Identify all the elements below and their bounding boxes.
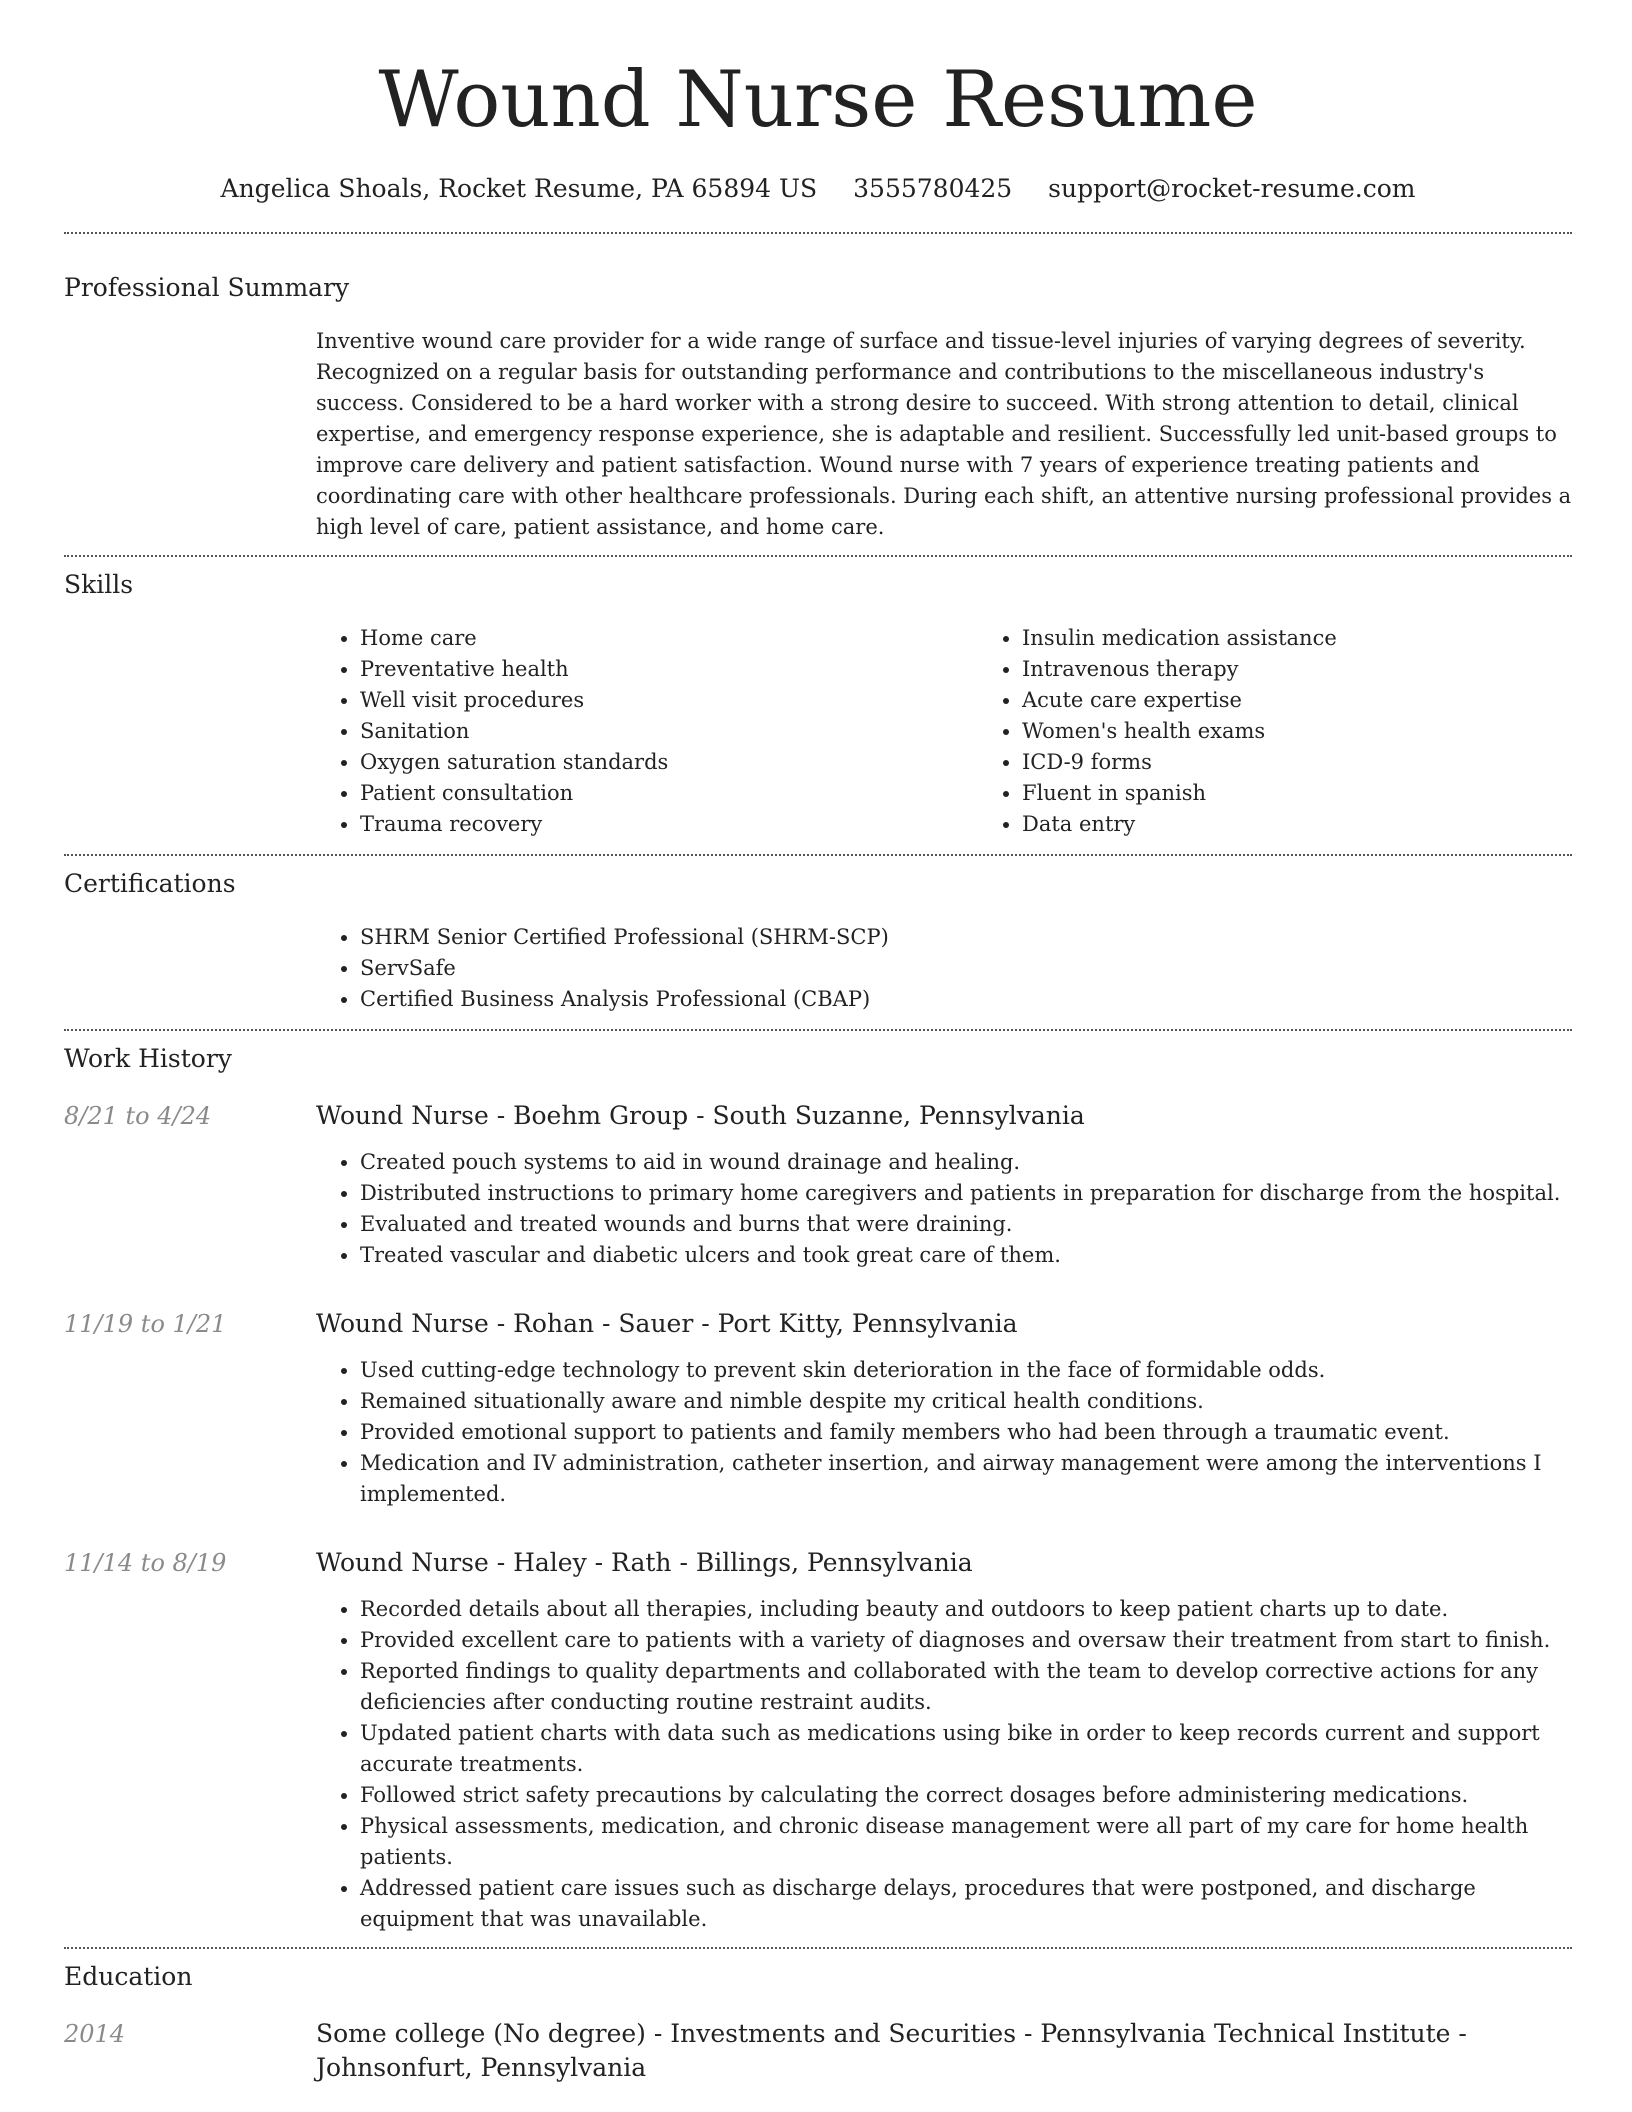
education-heading: Education (64, 1962, 193, 1991)
education-section (64, 1961, 1572, 2085)
education-title: Some college (No degree) - Investments and Securities - Pennsylvania Technical Institute - Johnsonfurt, Pennsylvania (316, 2019, 1467, 2082)
job-bullet: • Updated patient charts with data such as medications using bike in order to keep records current and support accurate treatments. (360, 1718, 1572, 1780)
skill-item: • Patient consultation (360, 778, 978, 809)
certification-item: • Certified Business Analysis Professional (CBAP) (360, 984, 1572, 1015)
certifications-list (316, 922, 1572, 1015)
job-bullet: • Remained situationally aware and nimble despite my critical health conditions. (360, 1386, 1572, 1417)
skill-item: • Acute care expertise (1022, 685, 1632, 716)
section-divider (64, 1029, 1572, 1031)
job-bullet: • Addressed patient care issues such as discharge delays, procedures that were postponed, and discharge equipment that was unavailable. (360, 1873, 1572, 1935)
job-bullets (316, 1147, 1572, 1271)
job-bullet: • Physical assessments, medication, and chronic disease management were all part of my care for home health patients. (360, 1811, 1572, 1873)
section-divider (64, 232, 1572, 234)
job-bullet: • Provided excellent care to patients with a variety of diagnoses and oversaw their treatment from start to finish. (360, 1625, 1572, 1656)
skill-item: • Women's health exams (1022, 716, 1632, 747)
summary-heading: Professional Summary (64, 273, 350, 302)
job-entry (64, 1546, 1572, 1935)
job-dates: 11/14 to 8/19 (64, 1549, 227, 1577)
contact-email: support@rocket-resume.com (1048, 174, 1416, 203)
education-dates: 2014 (64, 2020, 126, 2048)
contact-line (64, 172, 1572, 206)
skill-item: • ICD-9 forms (1022, 747, 1632, 778)
skill-item: • Sanitation (360, 716, 978, 747)
job-title: Wound Nurse - Rohan - Sauer - Port Kitty, Pennsylvania (316, 1309, 1018, 1338)
skill-item: • Preventative health (360, 654, 978, 685)
section-divider (64, 854, 1572, 856)
job-bullet: • Provided emotional support to patients and family members who had been through a traumatic event. (360, 1417, 1572, 1448)
job-dates: 8/21 to 4/24 (64, 1102, 212, 1130)
certification-item: • SHRM Senior Certified Professional (SHRM-SCP) (360, 922, 1572, 953)
job-bullet: • Reported findings to quality departments and collaborated with the team to develop corrective actions for any deficiencies after conducting routine restraint audits. (360, 1656, 1572, 1718)
skill-item: • Oxygen saturation standards (360, 747, 978, 778)
job-bullet: • Evaluated and treated wounds and burns that were draining. (360, 1209, 1572, 1240)
job-title: Wound Nurse - Boehm Group - South Suzanne, Pennsylvania (316, 1101, 1085, 1130)
skill-item: • Intravenous therapy (1022, 654, 1632, 685)
education-entry (64, 2017, 1572, 2085)
certifications-section (64, 868, 1572, 1015)
skills-section (64, 569, 1572, 840)
job-entry (64, 1099, 1572, 1271)
summary-section (64, 272, 1572, 543)
job-bullet: • Medication and IV administration, catheter insertion, and airway management were among the interventions I implemented. (360, 1448, 1572, 1510)
skills-heading: Skills (64, 570, 134, 599)
skill-item: • Trauma recovery (360, 809, 978, 840)
job-bullets (316, 1355, 1572, 1510)
job-title: Wound Nurse - Haley - Rath - Billings, Pennsylvania (316, 1548, 973, 1577)
contact-address: Angelica Shoals, Rocket Resume, PA 65894 US (220, 174, 818, 203)
job-dates: 11/19 to 1/21 (64, 1310, 227, 1338)
skills-list-right (978, 623, 1632, 840)
job-bullet: • Recorded details about all therapies, including beauty and outdoors to keep patient charts up to date. (360, 1594, 1572, 1625)
skill-item: • Well visit procedures (360, 685, 978, 716)
skill-item: • Home care (360, 623, 978, 654)
work-history-section (64, 1043, 1572, 1935)
skill-item: • Fluent in spanish (1022, 778, 1632, 809)
certifications-heading: Certifications (64, 869, 236, 898)
job-bullet: • Followed strict safety precautions by calculating the correct dosages before administering medications. (360, 1780, 1572, 1811)
job-entry (64, 1307, 1572, 1510)
contact-phone: 3555780425 (853, 174, 1013, 203)
work-history-heading: Work History (64, 1044, 232, 1073)
job-bullet: • Distributed instructions to primary home caregivers and patients in preparation for discharge from the hospital. (360, 1178, 1572, 1209)
resume-page (64, 0, 1572, 2085)
skills-list-left (316, 623, 978, 840)
section-divider (64, 1947, 1572, 1949)
certification-item: • ServSafe (360, 953, 1572, 984)
summary-text: Inventive wound care provider for a wide range of surface and tissue-level injuries of varying degrees of severity. Recognized on a regular basis for outstanding performance and contributions to the miscellaneous industry's success. Considered to be a hard worker with a strong desire to succeed. With strong attention to detail, clinical expertise, and emergency response experience, she is adaptable and resilient. Successfully led unit-based groups to improve care delivery and patient satisfaction. Wound nurse with 7 years of experience treating patients and coordinating care with other healthcare professionals. During each shift, an attentive nursing professional provides a high level of care, patient assistance, and home care. (316, 329, 1572, 539)
page-title: Wound Nurse Resume (378, 55, 1258, 145)
skill-item: • Insulin medication assistance (1022, 623, 1632, 654)
job-bullets (316, 1594, 1572, 1935)
section-divider (64, 555, 1572, 557)
job-bullet: • Created pouch systems to aid in wound drainage and healing. (360, 1147, 1572, 1178)
skill-item: • Data entry (1022, 809, 1632, 840)
job-bullet: • Used cutting-edge technology to prevent skin deterioration in the face of formidable odds. (360, 1355, 1572, 1386)
job-bullet: • Treated vascular and diabetic ulcers and took great care of them. (360, 1240, 1572, 1271)
